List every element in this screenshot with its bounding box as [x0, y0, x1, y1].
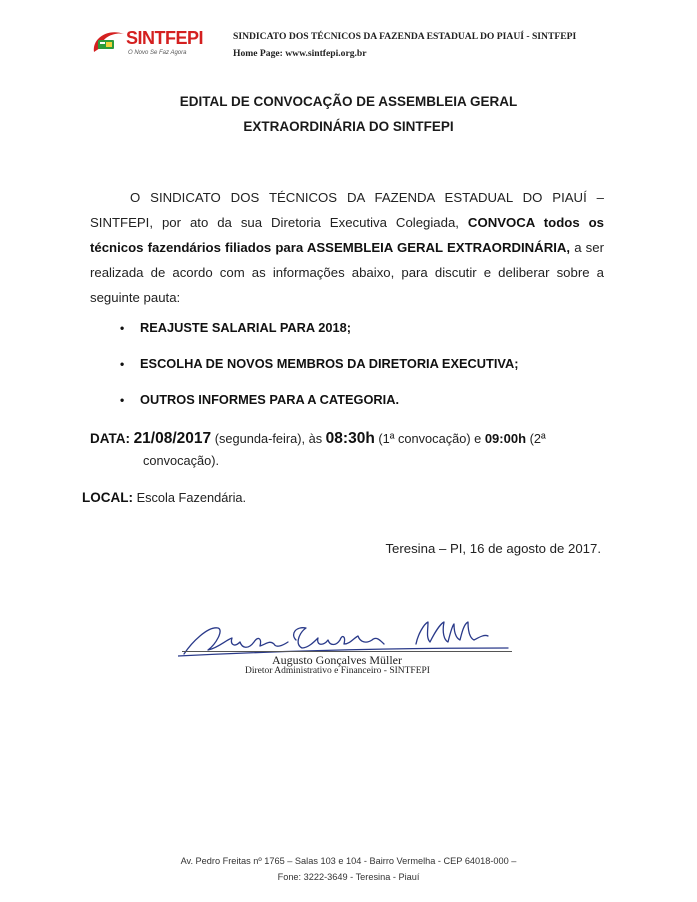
second-call-time: 09:00h: [484, 431, 527, 446]
agenda-item-text: REAJUSTE SALARIAL PARA 2018;: [140, 320, 351, 335]
paragraph-end-text: a ser realizada de acordo com as informações abaixo, para discutir e deliberar sobre a seguinte pauta:: [90, 240, 604, 305]
date-label: DATA:: [90, 431, 130, 446]
homepage-line: Home Page: www.sintfepi.org.br: [233, 48, 367, 59]
paragraph-bold-text: CONVOCA todos os técnicos fazendários filiados para ASSEMBLEIA GERAL EXTRAORDINÁRIA,: [90, 215, 604, 255]
second-call-text: (2ª: [529, 431, 546, 446]
paragraph-text: O SINDICATO DOS TÉCNICOS DA FAZENDA ESTADUAL DO PIAUÍ – SINTFEPI, por ato da sua Diretoria Executiva Colegiada,: [90, 190, 604, 230]
logo-tagline: O Novo Se Faz Agora: [128, 50, 187, 56]
local-label: LOCAL:: [82, 490, 133, 505]
weekday-text: (segunda-feira), às: [214, 431, 323, 446]
document-title-line1: EDITAL DE CONVOCAÇÃO DE ASSEMBLEIA GERAL: [179, 94, 518, 109]
agenda-list: [120, 320, 518, 428]
letterhead-text: [233, 28, 576, 62]
bullet-icon: •: [120, 357, 125, 371]
document-title-line2: EXTRAORDINÁRIA DO SINTFEPI: [243, 119, 454, 134]
signature-line: [182, 651, 512, 652]
letterhead: [90, 22, 650, 72]
logo-emblem-icon: [90, 24, 130, 64]
agenda-item-text: OUTROS INFORMES PARA A CATEGORIA.: [140, 392, 400, 407]
meeting-date: [90, 426, 610, 452]
signer-role: Diretor Administrativo e Financeiro - SINTFEPI: [245, 666, 430, 676]
agenda-item: [120, 356, 518, 392]
bullet-icon: •: [120, 321, 125, 335]
meeting-location: [82, 490, 246, 505]
org-name: SINDICATO DOS TÉCNICOS DA FAZENDA ESTADUAL DO PIAUÍ - SINTFEPI: [233, 31, 577, 42]
first-call-time: 08:30h: [325, 430, 375, 447]
sintfepi-logo: [90, 24, 230, 70]
second-call-continuation: convocação).: [143, 453, 220, 468]
signer-name: Augusto Gonçalves Müller: [272, 653, 402, 667]
convocation-paragraph: [90, 185, 604, 310]
footer-phone: Fone: 3222-3649 - Teresina - Piauí: [277, 872, 420, 882]
bullet-icon: •: [120, 393, 125, 407]
logo-wordmark: SINTFEPI: [126, 28, 204, 48]
date-value: 21/08/2017: [133, 430, 212, 447]
agenda-item: [120, 392, 518, 428]
agenda-item-text: ESCOLHA DE NOVOS MEMBROS DA DIRETORIA EXECUTIVA;: [140, 356, 519, 371]
local-value: Escola Fazendária.: [136, 490, 247, 505]
agenda-item: [120, 320, 518, 356]
first-call-text: (1ª convocação) e: [378, 431, 482, 446]
footer-address: Av. Pedro Freitas nº 1765 – Salas 103 e 104 - Bairro Vermelha - CEP 64018-000 –: [180, 856, 517, 866]
place-and-date: Teresina – PI, 16 de agosto de 2017.: [385, 541, 601, 556]
